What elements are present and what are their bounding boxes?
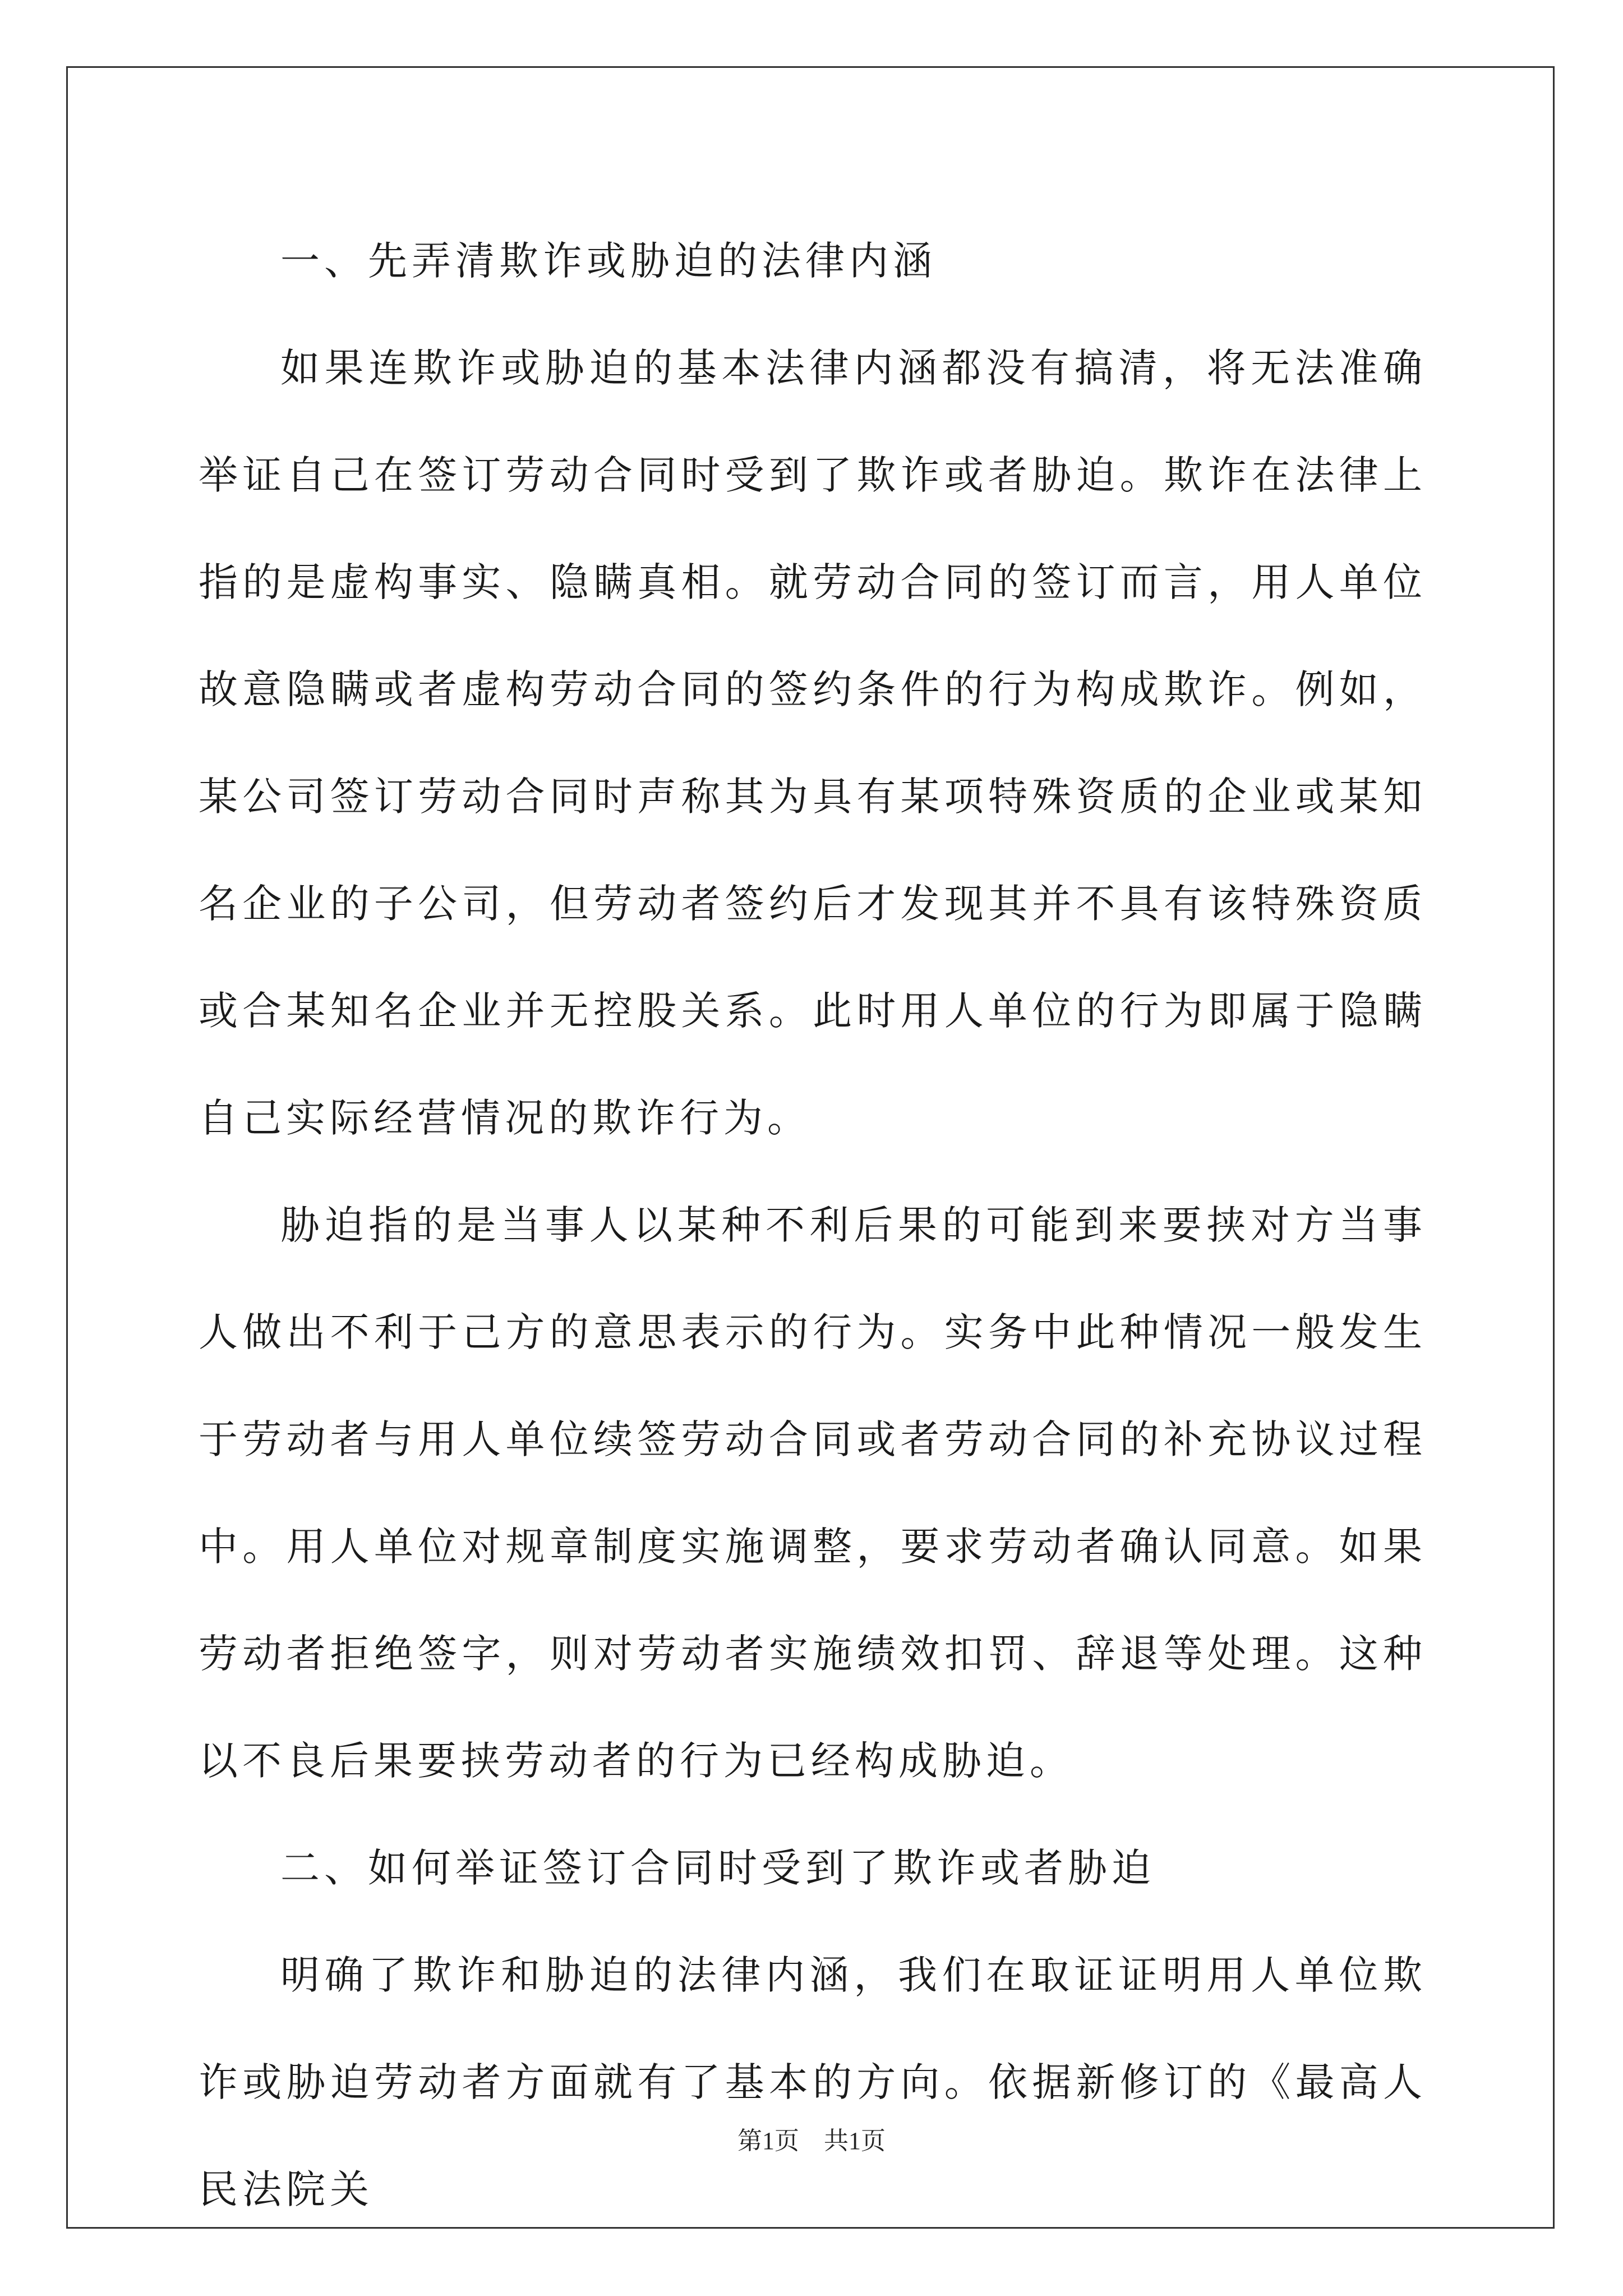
section-heading-1: 一、先弄清欺诈或胁迫的法律内涵 [280,238,937,284]
paragraph-2: 胁迫指的是当事人以某种不利后果的可能到来要挟对方当事人做出不利于己方的意思表示的行为。实务中此种情况一般发生于劳动者与用人单位续签劳动合同或者劳动合同的补充协议过程中。用人单位对规章制度实施调整，要求劳动者确认同意。如果劳动者拒绝签字，则对劳动者实施绩效扣罚、辞退等处理。这种以不良后果要挟劳动者的行为已经构成胁迫。 [199,1202,1427,1784]
paragraph-3: 明确了欺诈和胁迫的法律内涵，我们在取证证明用人单位欺诈或胁迫劳动者方面就有了基本的方向。依据新修订的《最高人民法院关 [199,1952,1427,2212]
paragraph-1: 如果连欺诈或胁迫的基本法律内涵都没有搞清，将无法准确举证自己在签订劳动合同时受到了欺诈或者胁迫。欺诈在法律上指的是虚构事实、隐瞒真相。就劳动合同的签订而言，用人单位故意隐瞒或者虚构劳动合同的签约条件的行为构成欺诈。例如，某公司签订劳动合同时声称其为具有某项特殊资质的企业或某知名企业的子公司，但劳动者签约后才发现其并不具有该特殊资质或合某知名企业并无控股关系。此时用人单位的行为即属于隐瞒自己实际经营情况的欺诈行为。 [199,345,1427,1141]
section-heading-2: 二、如何举证签订合同时受到了欺诈或者胁迫 [280,1845,1155,1891]
document-body [199,208,1427,2243]
page-number: 第1页 共1页 [737,2127,886,2155]
